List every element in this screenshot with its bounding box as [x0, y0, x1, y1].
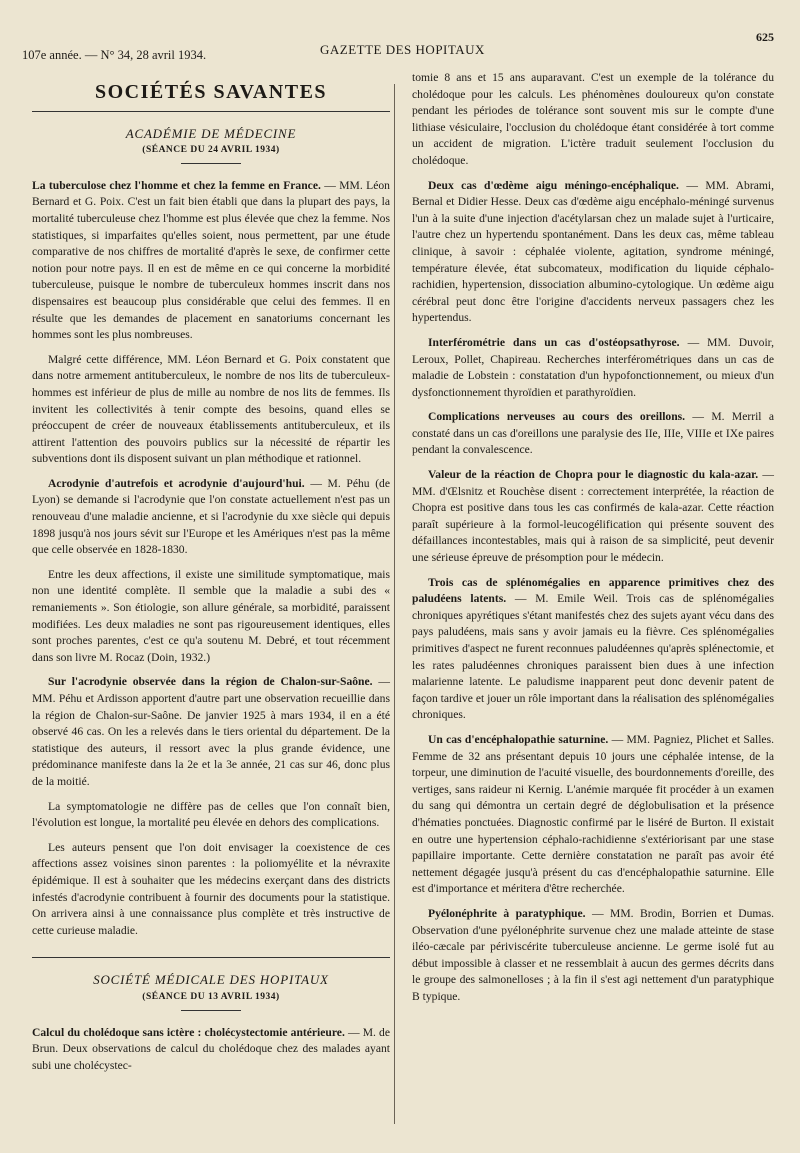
- article-title: Un cas d'encéphalopathie saturnine.: [428, 732, 609, 746]
- article-paragraph: [412, 335, 774, 401]
- article-paragraph-split: [32, 1025, 390, 1075]
- article-paragraph: [412, 409, 774, 459]
- section-separator: [32, 957, 390, 958]
- societe-seance: (SÉANCE DU 13 AVRIL 1934): [142, 991, 280, 1002]
- article-body: — M. de Brun. Deux observations de calcul du cholédoque chez des malades ayant subi une cholécystec-: [32, 1025, 390, 1072]
- article-title: Valeur de la réaction de Chopra pour le diagnostic du kala-azar.: [428, 468, 759, 482]
- right-column: [412, 70, 774, 1013]
- academie-rule: [181, 163, 241, 164]
- page-number: 625: [756, 30, 774, 44]
- article-title: Deux cas d'œdème aigu méningo-encéphalique.: [428, 178, 679, 192]
- article-body: — MM. Léon Bernard et G. Poix. C'est un fait bien établi que dans la plupart des pays, la mortalité tuberculeuse chez l'homme est plus élevée que chez la femme. Nos statistiques, si imparfaites qu'elles soient, nous permettent, par une étude comparative de nos chiffres de mortalité d'après le sexe, de confirmer cette notion pour notre pays. Il en est de même en ce qui concerne la morbidité tuberculeuse, puisque le nombre de tuberculeux hommes inscrit dans nos dispensaires est beaucoup plus considérable que celui des femmes. Il en résulte que les demandes de placement en sanatoriums concernant les hommes sont les plus nombreuses.: [32, 178, 390, 342]
- journal-title: GAZETTE DES HOPITAUX: [320, 42, 485, 57]
- article-title: Interférométrie dans un cas d'ostéopsathyrose.: [428, 335, 680, 349]
- article-paragraph: Entre les deux affections, il existe une similitude symptomatique, mais non une identité complète. Il semble que la maladie a subi des « remaniements ». Son étiologie, son allure générale, sa morbidité, paraissent modifiées. Les deux maladies ne sont pas rigoureusement identiques, elles sont proches parentes, c'est ce qu'a soutenu M. Debré, et tout récemment dans son livre M. Rocaz (Doin, 1932.): [32, 567, 390, 664]
- article-paragraph: [32, 476, 390, 559]
- article-title: Pyélonéphrite à paratyphique.: [428, 906, 586, 920]
- article-paragraph: Malgré cette différence, MM. Léon Bernard et G. Poix constatent que dans notre armement antituberculeux, le nombre de nos lits de tuberculeux-hommes est inférieur de plus de mille au nombre de nos lits de femmes. Ils invitent les collectivités à tenir compte des besoins, quand elles se préoccupent de créer de nouveaux établissements antituberculeux, et ils attirent l'attention des pouvoirs publics sur la nécessité de répartir les subventions dont ils disposent suivant un plan méthodique et rationnel.: [32, 352, 390, 466]
- issue-info: 107e année. — N° 34, 28 avril 1934.: [22, 48, 207, 62]
- article-body: — MM. d'Œlsnitz et Rouchèse disent : correctement interprétée, la réaction de Chopra est positive dans tous les cas confirmés de kala-azar. Cette réaction paraît supérieure à la formol-leucogélification qui présente souvent des défaillances incontestables, mais qui à raison de sa simplicité, peut devenir une sérieuse épreuve de présomption pour le médecin.: [412, 468, 774, 565]
- article-body: — MM. Duvoir, Leroux, Pollet, Chapireau. Recherches interférométriques dans un cas de maladie de Lobstein : constatation d'un hypofonctionnement, ou mieux d'un dysfonctionnement thyroïdien et parathyroïdien.: [412, 335, 774, 399]
- article-body: — M. Péhu (de Lyon) se demande si l'acrodynie que l'on constate actuellement n'est pas un renouveau d'une maladie ancienne, et si l'acrodynie du xxe siècle qui depuis 1898 jusqu'à nos jours sévit sur l'Europe et les Amériques n'est pas la même que celle observée en 1828-1830.: [32, 476, 391, 557]
- article-title: Complications nerveuses au cours des oreillons.: [428, 410, 686, 424]
- article-body: — MM. Abrami, Bernal et Didier Hesse. Deux cas d'œdème aigu encéphalo-méningé survenus l'un à la suite d'une injection d'acétylarsan chez un malade sujet à l'urticaire, l'autre chez un hypertendu spontanément. Dans les deux cas, même tableau clinique, à savoir : céphalée violente, agitation, syndrome méningé, température élevée, état subcomateux, modification du liquide céphalo-rachidien, hypertension, dissociation albumino-cytologique. Un œdème aigu cérébral peut donc être l'origine d'accidents nerveux passagers chez les hypertendus.: [412, 178, 774, 325]
- left-column: [32, 78, 390, 1082]
- article-title: Calcul du cholédoque sans ictère : cholécystectomie antérieure.: [32, 1025, 345, 1039]
- article-body: — MM. Péhu et Ardisson apportent d'autre part une observation recueillie dans la région de Chalon-sur-Saône. De janvier 1925 à mars 1934, il en a été observé 46 cas. On les a relevés dans le tiers oriental du département. De la statistique des auteurs, il ressort avec la plus grande évidence, une prédominance manifeste dans la 2e et la 3e année, 21 cas sur 46, donc plus de la moitié.: [32, 675, 390, 788]
- article-body: — MM. Brodin, Borrien et Dumas. Observation d'une pyélonéphrite survenue chez une malade atteinte de stase iléo-cæcale par périviscérite tuberculeuse ancienne. Le germe isolé fut au début impossible à classer et ne ressemblait à aucun des germes décrits dans le groupe des salmonelloses ; à la fin il s'est agi nettement d'un paratyphique B typique.: [412, 906, 774, 1003]
- article-continuation: tomie 8 ans et 15 ans auparavant. C'est un exemple de la tolérance du cholédoque pour les calculs. Les phénomènes douloureux qu'on constate pendant les périodes de tolérance sont souvent mis sur le compte d'une lithiase vésiculaire, l'occlusion du cholédoque étant considérée à tort comme un accident de migration. L'ictère traduit seulement l'occlusion du cholédoque.: [412, 71, 774, 167]
- section-heading: SOCIÉTÉS SAVANTES: [32, 84, 390, 112]
- academie-seance: (SÉANCE DU 24 AVRIL 1934): [142, 145, 280, 156]
- article-title: Acrodynie d'autrefois et acrodynie d'aujourd'hui.: [48, 476, 305, 490]
- column-divider: [394, 84, 395, 1124]
- article-paragraph: La symptomatologie ne diffère pas de celles que l'on connaît bien, l'évolution est longue, la mortalité peu élevée en dehors des complications.: [32, 799, 390, 830]
- article-title: Sur l'acrodynie observée dans la région de Chalon-sur-Saône.: [48, 675, 373, 689]
- article-title: La tuberculose chez l'homme et chez la femme en France.: [32, 178, 321, 192]
- article-paragraph: Les auteurs pensent que l'on doit envisager la coexistence de ces affections assez voisines sinon parentes : la poliomyélite et la névraxite épidémique. Il est à souhaiter que les médecins exerçant dans des districts infestés d'acrodynie contribuent à fournir des documents pour la statistique. On arrivera ainsi à une connaissance plus complète et très instructive de cette curieuse maladie.: [32, 840, 390, 937]
- article-paragraph: [412, 575, 774, 724]
- article-body: — M. Emile Weil. Trois cas de splénomégalies chroniques apyrétiques s'étant manifestés chez des sujets ayant vécu dans des pays paludéens, mais sans y avoir jamais eu la fièvre. Ces splénomégalies primitives d'aspect ne furent reconnues paludéennes qu'après splénectomie, et les rates paludéennes chroniques paraissent bien dues à une infection malarienne latente. Le paludisme inapparent peut donc devenir patent de façon tardive et jouer un rôle important dans la réalisation des splénomégalies chroniques.: [412, 592, 774, 722]
- article-paragraph: [412, 906, 774, 1006]
- academie-title: ACADÉMIE DE MÉDECINE: [125, 125, 297, 141]
- article-paragraph: [412, 732, 774, 898]
- article-title: Trois cas de splénomégalies en apparence primitives chez des paludéens latents.: [412, 575, 774, 606]
- article-paragraph: [412, 467, 774, 567]
- article-body: — MM. Pagniez, Plichet et Salles. Femme de 32 ans présentant depuis 10 jours une céphalée intense, de la torpeur, une diminution de l'acuité visuelle, des bourdonnements d'oreille, des vertiges, sans raideur ni Kernig. L'anémie marquée fit procéder à un examen du sang qui démontra un certain degré de déglobulisation et la présence d'hématies ponctuées. Diagnostic confirmé par le liséré de Burton. Il existait en outre une hypertension céphalo-rachidienne s'extériorisant par une stase papillaire importante. Cette dernière constatation ne paraît pas avoir été nettement dégagée jusqu'à présent du cas d'encéphalopathie saturnine. Elle est d'importance et méritera d'être recherchée.: [412, 732, 774, 896]
- societe-title: SOCIÉTÉ MÉDICALE DES HOPITAUX: [93, 972, 329, 988]
- societe-rule: [181, 1010, 241, 1011]
- article-paragraph: [412, 178, 774, 327]
- page-header: [22, 30, 778, 64]
- article-paragraph: [32, 674, 390, 790]
- article-paragraph: [32, 178, 390, 344]
- article-body: — M. Merril a constaté dans un cas d'oreillons une paralysie des IIe, IIIe, VIIIe et IXe paires pendant la convalescence.: [412, 410, 774, 457]
